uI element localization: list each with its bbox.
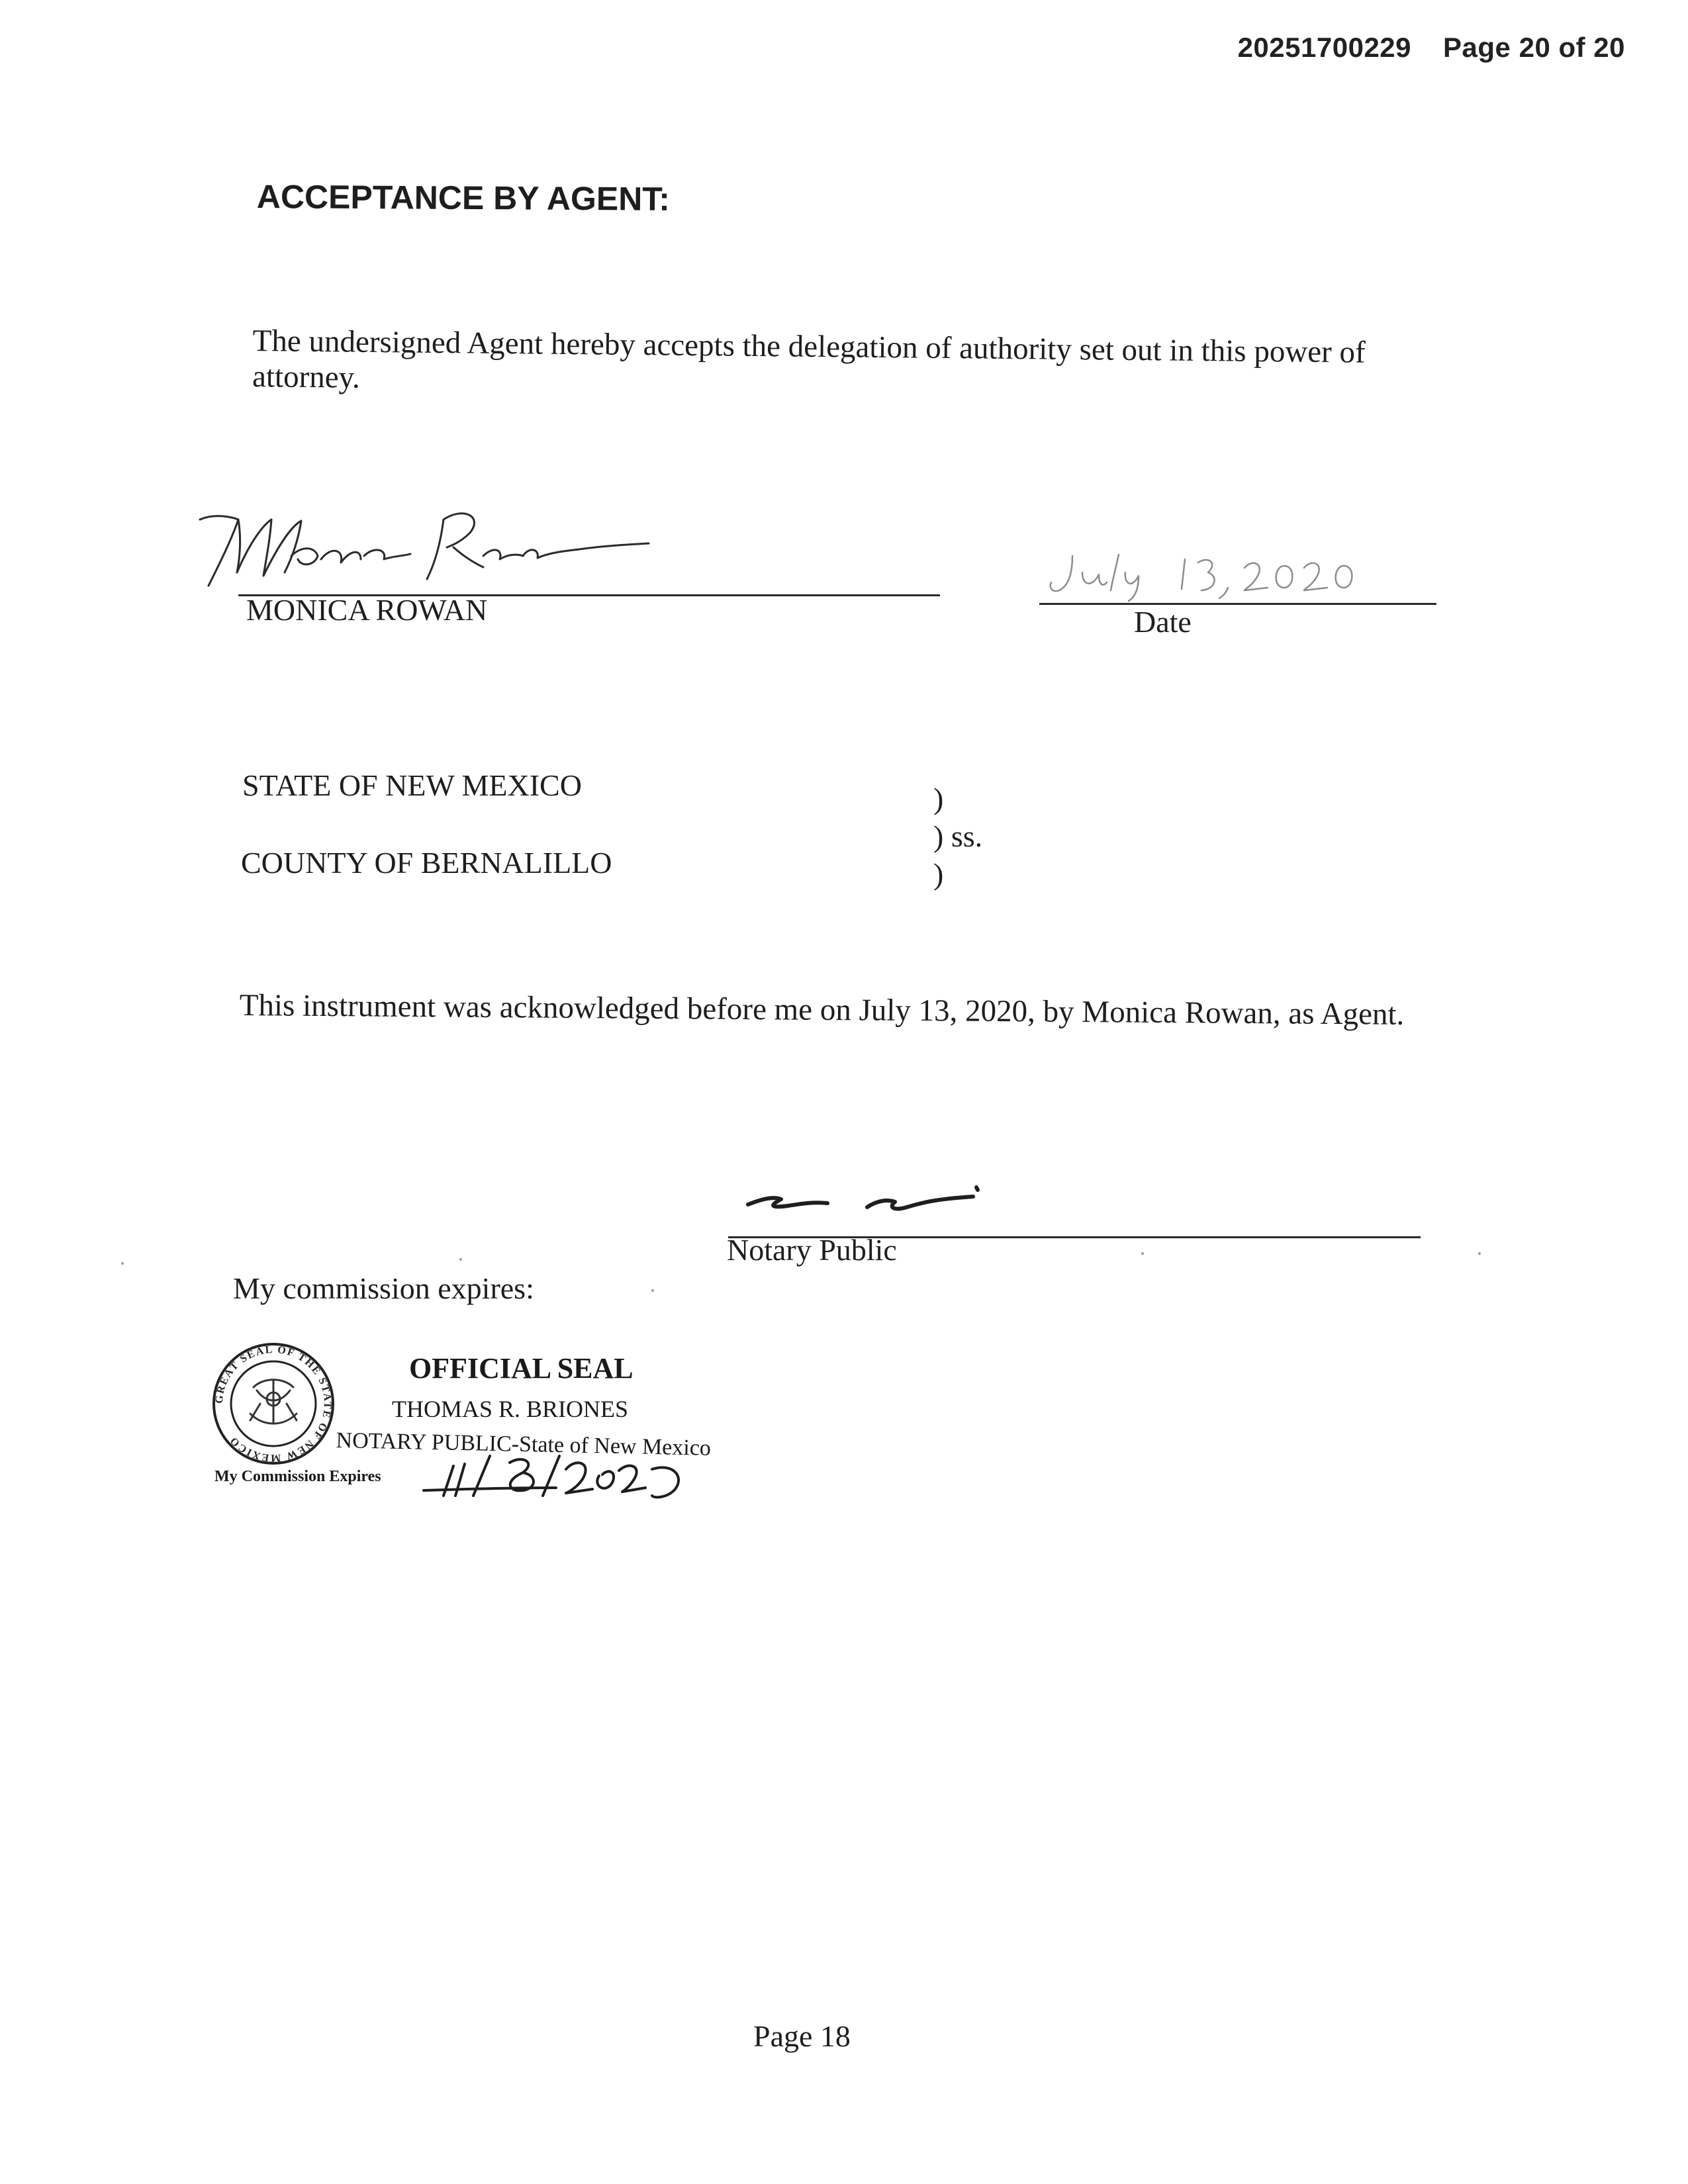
page-indicator: Page 20 of 20 xyxy=(1443,32,1625,63)
scan-speck xyxy=(121,1262,124,1265)
notary-signature xyxy=(741,1185,993,1224)
seal-notary-name: THOMAS R. BRIONES xyxy=(392,1396,629,1422)
recording-header xyxy=(1238,32,1625,64)
scan-speck xyxy=(459,1258,462,1261)
footer-page-number: Page 18 xyxy=(753,2019,851,2053)
notary-public-label: Notary Public xyxy=(727,1233,897,1267)
date-signature-line xyxy=(1039,603,1436,605)
venue-county: COUNTY OF BERNALILLO xyxy=(241,846,612,880)
seal-expiration-handwritten xyxy=(424,1449,702,1509)
venue-bracket-bottom: ) xyxy=(933,857,944,891)
acceptance-paragraph: The undersigned Agent hereby accepts the delegation of authority set out in this power of attorney. xyxy=(252,323,1366,395)
section-heading: ACCEPTANCE BY AGENT: xyxy=(256,177,671,218)
venue-state: STATE OF NEW MEXICO xyxy=(242,768,582,802)
scan-speck xyxy=(651,1289,654,1292)
agent-signature xyxy=(192,493,669,592)
seal-expires-label: My Commission Expires xyxy=(214,1468,381,1485)
handwritten-date xyxy=(1046,549,1430,602)
commission-expires-label: My commission expires: xyxy=(233,1271,534,1305)
acknowledgment-paragraph: This instrument was acknowledged before me on July 13, 2020, by Monica Rowan, as Agent. xyxy=(239,988,1405,1032)
scan-speck xyxy=(1141,1252,1144,1255)
official-seal-stamp xyxy=(205,1337,712,1529)
document-number: 20251700229 xyxy=(1237,32,1412,63)
state-seal-emblem xyxy=(211,1341,336,1467)
venue-bracket-top: ) xyxy=(933,782,944,815)
scan-speck xyxy=(1478,1252,1481,1255)
agent-name: MONICA ROWAN xyxy=(246,593,488,627)
date-label: Date xyxy=(1134,605,1192,639)
seal-title: OFFICIAL SEAL xyxy=(409,1352,633,1385)
svg-text:GREAT SEAL OF THE STATE OF NEW: GREAT SEAL OF THE STATE OF NEW MEXICO xyxy=(213,1343,334,1464)
seal-notary-line: NOTARY PUBLIC-State of New Mexico xyxy=(336,1428,712,1461)
venue-bracket-ss: ) ss. xyxy=(933,819,983,853)
